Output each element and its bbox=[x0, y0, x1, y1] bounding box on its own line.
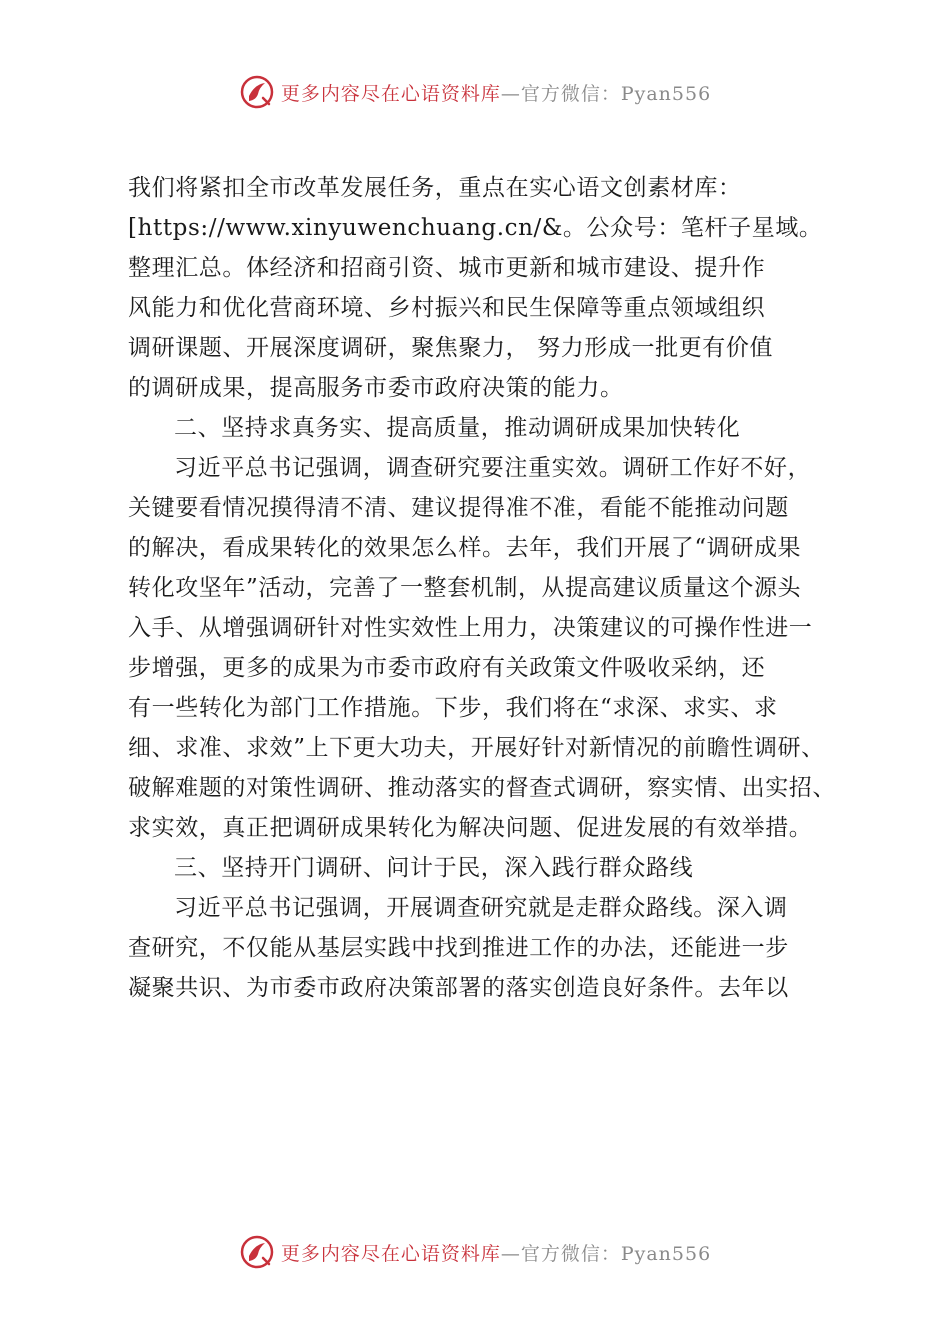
paragraph-line: 整理汇总。体经济和招商引资、城市更新和城市建设、提升作 bbox=[128, 255, 766, 281]
paragraph-line: 的解决，看成果转化的效果怎么样。去年，我们开展了“调研成果 bbox=[128, 535, 802, 561]
header-banner-text bbox=[281, 79, 711, 106]
section-heading: 二、坚持求真务实、提高质量，推动调研成果加快转化 bbox=[174, 415, 741, 441]
footer-banner-text bbox=[281, 1239, 711, 1266]
paragraph-line: 习近平总书记强调，开展调查研究就是走群众路线。深入调 bbox=[174, 895, 788, 921]
paragraph-line: 调研课题、开展深度调研，聚焦聚力， 努力形成一批更有价值 bbox=[128, 335, 774, 361]
paragraph-line: [https://www.xinyuwenchuang.cn/&。公众号：笔杆子星域。 bbox=[128, 215, 823, 241]
paragraph-line: 凝聚共识、为市委市政府决策部署的落实创造良好条件。去年以 bbox=[128, 975, 789, 1001]
paragraph-line: 的调研成果，提高服务市委市政府决策的能力。 bbox=[128, 375, 624, 401]
paragraph-line: 步增强，更多的成果为市委市政府有关政策文件吸收采纳，还 bbox=[128, 655, 766, 681]
banner-wechat: —官方微信：Pyan556 bbox=[500, 82, 712, 105]
brand-logo-icon bbox=[239, 74, 275, 110]
paragraph-line: 入手、从增强调研针对性实效性上用力，决策建议的可操作性进一 bbox=[128, 615, 813, 641]
paragraph-line: 查研究，不仅能从基层实践中找到推进工作的办法，还能进一步 bbox=[128, 935, 789, 961]
paragraph-line: 求实效，真正把调研成果转化为解决问题、促进发展的有效举措。 bbox=[128, 815, 813, 841]
paragraph-line: 我们将紧扣全市改革发展任务，重点在实心语文创素材库： bbox=[128, 175, 742, 201]
paragraph-line: 破解难题的对策性调研、推动落实的督查式调研，察实情、出实招、 bbox=[128, 775, 836, 801]
banner-wechat: —官方微信：Pyan556 bbox=[500, 1242, 712, 1265]
document-body bbox=[128, 168, 848, 1008]
paragraph-line: 转化攻坚年”活动，完善了一整套机制，从提高建议质量这个源头 bbox=[128, 575, 802, 601]
banner-title: 更多内容尽在心语资料库 bbox=[280, 82, 501, 105]
header-banner bbox=[0, 70, 950, 114]
footer-banner bbox=[0, 1230, 950, 1274]
paragraph-line: 风能力和优化营商环境、乡村振兴和民生保障等重点领域组织 bbox=[128, 295, 766, 321]
brand-logo-icon bbox=[239, 1234, 275, 1270]
paragraph-line: 有一些转化为部门工作措施。下步，我们将在“求深、求实、求 bbox=[128, 695, 778, 721]
section-heading: 三、坚持开门调研、问计于民，深入践行群众路线 bbox=[174, 855, 694, 881]
paragraph-line: 习近平总书记强调，调查研究要注重实效。调研工作好不好， bbox=[174, 455, 812, 481]
banner-title: 更多内容尽在心语资料库 bbox=[280, 1242, 501, 1265]
paragraph-line: 细、求准、求效”上下更大功夫，开展好针对新情况的前瞻性调研、 bbox=[128, 735, 825, 761]
paragraph-line: 关键要看情况摸得清不清、建议提得准不准，看能不能推动问题 bbox=[128, 495, 789, 521]
